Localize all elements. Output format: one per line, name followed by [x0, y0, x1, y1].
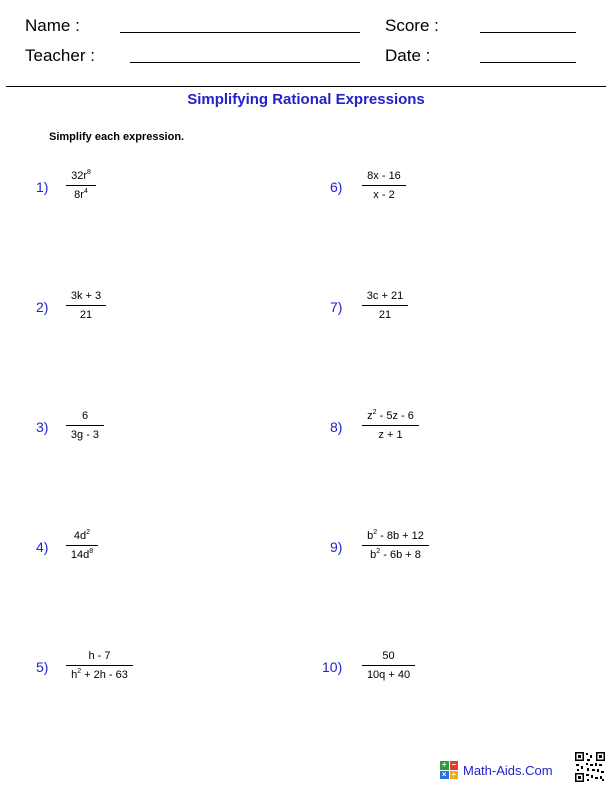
name-field-line[interactable] — [120, 32, 360, 33]
problem-number: 7) — [330, 299, 343, 315]
fraction-bar — [66, 545, 98, 546]
qr-code-icon — [575, 752, 605, 782]
problem-number: 1) — [36, 179, 49, 195]
denominator-text: 10q + 40 — [366, 669, 411, 681]
instructions: Simplify each expression. — [49, 131, 185, 143]
denominator-exponent: 2 — [376, 548, 381, 555]
denominator — [362, 189, 406, 202]
denominator-text: 21 — [378, 309, 392, 321]
denominator-variable: b — [370, 549, 377, 561]
logo-cell: × — [441, 769, 447, 779]
numerator — [66, 290, 106, 303]
header-divider — [6, 86, 606, 87]
score-field-line[interactable] — [480, 32, 576, 33]
denominator — [362, 429, 419, 442]
score-label: Score : — [385, 16, 439, 35]
denominator — [362, 309, 408, 322]
denominator — [66, 309, 106, 322]
numerator — [362, 530, 429, 543]
fraction — [362, 170, 406, 202]
fraction — [362, 650, 415, 682]
denominator-text: z + 1 — [378, 429, 403, 441]
fraction-bar — [66, 305, 106, 306]
numerator-text: 3k + 3 — [70, 290, 102, 302]
brand-logo — [440, 761, 553, 779]
problem-number: 4) — [36, 539, 49, 555]
problem-number: 10) — [322, 659, 343, 675]
numerator-exponent: 2 — [373, 529, 378, 536]
numerator — [66, 170, 96, 183]
denominator-text: + 2h - 63 — [81, 669, 128, 681]
numerator-variable: z — [367, 410, 373, 422]
fraction-bar — [362, 425, 419, 426]
numerator-text: - 5z - 6 — [376, 410, 414, 422]
problem-number: 2) — [36, 299, 49, 315]
denominator — [66, 429, 104, 442]
denominator-text: 3g - 3 — [70, 429, 100, 441]
denominator-exponent: 4 — [83, 188, 88, 195]
numerator — [362, 650, 415, 663]
teacher-label: Teacher : — [25, 46, 95, 65]
numerator — [66, 410, 104, 423]
logo-cell: ÷ — [450, 771, 459, 780]
problem-number: 6) — [330, 179, 343, 195]
date-label: Date : — [385, 46, 431, 65]
fraction-bar — [66, 185, 96, 186]
denominator — [362, 549, 429, 562]
fraction — [66, 170, 96, 202]
denominator-text: 14d — [70, 549, 90, 561]
fraction — [66, 410, 104, 442]
denominator-text: 8r — [74, 189, 84, 201]
denominator — [66, 669, 133, 682]
denominator — [66, 549, 98, 562]
denominator-text: 21 — [79, 309, 93, 321]
fraction — [66, 650, 133, 682]
numerator-exponent: 8 — [87, 169, 91, 176]
fraction — [362, 530, 429, 562]
fraction-bar — [362, 665, 415, 666]
date-field-line[interactable] — [480, 62, 576, 63]
problem-number: 3) — [36, 419, 49, 435]
numerator-text: 32r — [71, 170, 87, 182]
numerator-text: - 8b + 12 — [377, 530, 424, 542]
calculator-icon — [440, 761, 458, 779]
fraction-bar — [362, 545, 429, 546]
fraction-bar — [362, 185, 406, 186]
numerator — [362, 290, 408, 303]
worksheet-title: Simplifying Rational Expressions — [187, 91, 425, 108]
fraction-bar — [362, 305, 408, 306]
problem-number: 5) — [36, 659, 49, 675]
fraction-bar — [66, 665, 133, 666]
logo-cell: − — [451, 760, 457, 769]
brand-name: Math-Aids.Com — [463, 762, 553, 778]
numerator-text: 3c + 21 — [366, 290, 404, 302]
numerator-variable: b — [367, 530, 374, 542]
teacher-field-line[interactable] — [130, 62, 360, 63]
fraction — [362, 410, 419, 442]
problem-number: 9) — [330, 539, 343, 555]
fraction — [66, 530, 98, 562]
numerator-exponent: 2 — [86, 529, 91, 536]
denominator-exponent: 8 — [89, 548, 94, 555]
denominator-text: - 6b + 8 — [380, 549, 421, 561]
fraction-bar — [66, 425, 104, 426]
numerator — [362, 410, 419, 423]
numerator — [66, 650, 133, 663]
denominator — [66, 189, 96, 202]
numerator-text: 6 — [81, 410, 89, 422]
fraction — [362, 290, 408, 322]
denominator-text: x - 2 — [373, 189, 395, 201]
numerator — [66, 530, 98, 543]
name-label: Name : — [25, 16, 80, 35]
numerator-text: 50 — [382, 650, 395, 662]
denominator-exponent: 2 — [77, 668, 82, 675]
logo-cell: + — [441, 760, 447, 769]
numerator-text: h - 7 — [88, 650, 111, 662]
numerator-text: 4d — [73, 530, 87, 542]
denominator-variable: h — [71, 669, 78, 681]
denominator — [362, 669, 415, 682]
numerator-exponent: 2 — [372, 409, 377, 416]
fraction — [66, 290, 106, 322]
numerator — [362, 170, 406, 183]
numerator-text: 8x - 16 — [367, 170, 401, 182]
problem-number: 8) — [330, 419, 343, 435]
